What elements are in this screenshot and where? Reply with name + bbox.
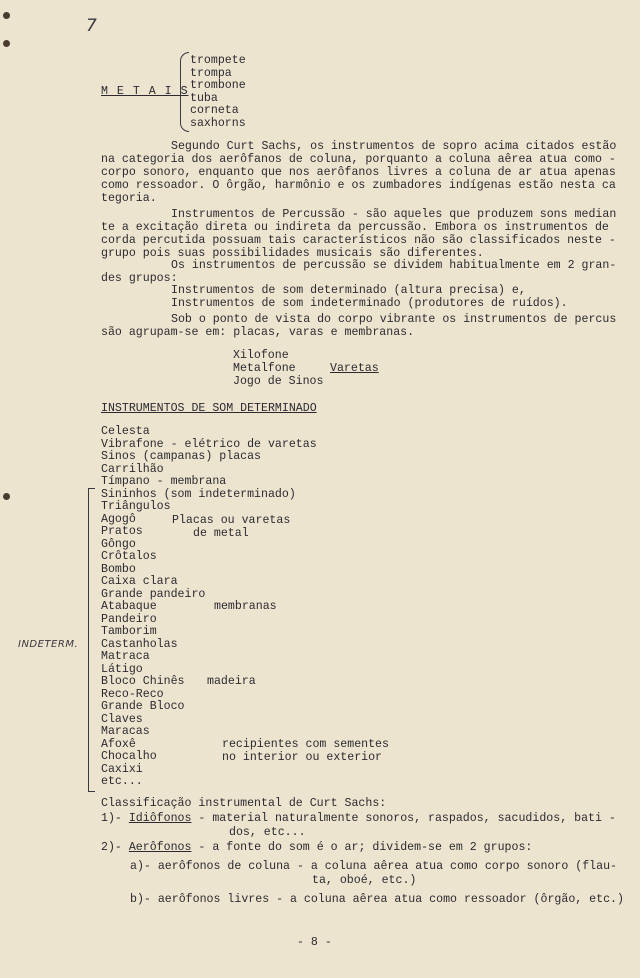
varetas-item: Jogo de Sinos	[233, 375, 324, 388]
paragraph-line: Instrumentos de som determinado (altura precisa) e,	[171, 284, 526, 297]
class-item-1-num: 1)-	[101, 812, 122, 825]
class-item-1-cont: dos, etc...	[229, 826, 306, 839]
paragraph-line: Instrumentos de Percussão - são aqueles que produzem sons median	[171, 208, 617, 221]
class-item-1-text: - material naturalmente sonoros, raspados, sacudidos, bati -	[191, 812, 616, 825]
instrument-item: Sinos (campanas) placas	[101, 450, 262, 463]
paragraph-line: corda percutida possuam tais característicos não são classificados neste -	[101, 234, 616, 247]
metais-item: trompa	[190, 66, 232, 80]
handwritten-page-number: 7	[86, 16, 97, 36]
instrument-item: Afoxê	[101, 737, 136, 751]
metais-label: M E T A I S	[101, 85, 189, 98]
paragraph-line: des grupos:	[101, 272, 178, 285]
class-item-2b: b)- aerôfonos livres - a coluna aêrea atua como ressoador (ôrgão, etc.)	[130, 893, 624, 906]
paragraph-line: Os instrumentos de percussão se dividem habitualmente em 2 gran-	[171, 259, 617, 272]
instrument-item: Grande Bloco	[101, 700, 185, 713]
margin-note-indeterm: INDETERM.	[18, 639, 79, 650]
note-membranas: membranas	[214, 600, 277, 613]
class-item-2a: a)- aerôfonos de coluna - a coluna aêrea atua como corpo sonoro (flau-	[130, 860, 618, 873]
paragraph-line: te a excitação direta ou indireta da percussão. Embora os instrumentos de	[101, 221, 609, 234]
instrument-item: Pratos	[101, 525, 143, 538]
instrument-item: Chocalho	[101, 750, 157, 763]
metais-item: corneta	[190, 104, 239, 118]
instrument-item: Sininhos (som indeterminado)	[101, 487, 296, 501]
instrument-item: Crôtalos	[101, 550, 157, 563]
instrument-item: Maracas	[101, 725, 150, 738]
instrument-item: etc...	[101, 775, 143, 788]
instrument-item: Bloco Chinês	[101, 675, 185, 688]
paragraph-line: Sob o ponto de vista do corpo vibrante os instrumentos de percus	[171, 313, 617, 326]
note-recipientes: recipientes com sementes	[222, 738, 389, 751]
note-interior: no interior ou exterior	[222, 751, 383, 764]
varetas-item: Xilofone	[233, 349, 289, 362]
metais-item: saxhorns	[190, 117, 246, 130]
varetas-label: Varetas	[330, 362, 379, 375]
class-item-2-text: - a fonte do som é o ar; dividem-se em 2 grupos:	[191, 841, 533, 854]
instrument-item: Caxixi	[101, 762, 143, 776]
instrument-item: Matraca	[101, 650, 150, 663]
binder-hole	[3, 40, 10, 47]
section-title: INSTRUMENTOS DE SOM DETERMINADO	[101, 402, 317, 415]
paragraph-line: são agrupam-se em: placas, varas e membranas.	[101, 326, 415, 339]
paragraph-line: Instrumentos de som indeterminado (produtores de ruídos).	[171, 297, 568, 310]
note-placas-ou-varetas: Placas ou varetas	[172, 514, 291, 527]
paragraph-line: corpo sonoro, enquanto que nos aerôfanos livres a coluna de ar atua apenas	[101, 166, 616, 179]
instrument-item: Carrilhão	[101, 462, 164, 476]
metais-item: trompete	[190, 54, 246, 67]
class-item-2-term: Aerôfonos	[128, 841, 192, 854]
binder-hole	[3, 493, 10, 500]
note-de-metal: de metal	[193, 527, 249, 540]
metais-item: trombone	[190, 79, 246, 93]
class-item-2a-cont: ta, oboé, etc.)	[312, 874, 417, 887]
instrument-item: Tímpano - membrana	[101, 475, 227, 488]
instrument-item: Bombo	[101, 562, 136, 576]
paragraph-line: como ressoador. O ôrgão, harmônio e os zumbadores indígenas estão nesta ca	[101, 179, 616, 192]
page-footer: - 8 -	[297, 936, 332, 949]
instrument-item: Caixa clara	[101, 575, 178, 588]
instrument-item: Grande pandeiro	[101, 587, 206, 601]
paragraph-line: grupo pois suas possibilidades musicais são diferentes.	[101, 247, 484, 260]
instrument-item: Castanholas	[101, 637, 178, 651]
instrument-item: Agogô	[101, 512, 136, 526]
instrument-item: Gôngo	[101, 537, 136, 551]
paragraph-line: na categoria dos aerôfanos de coluna, porquanto a coluna aêrea atua como -	[101, 153, 616, 166]
classification-heading: Classificação instrumental de Curt Sachs:	[101, 797, 387, 810]
instrument-item: Reco-Reco	[101, 687, 164, 701]
metais-brace	[180, 52, 189, 132]
instrument-item: Celesta	[101, 425, 150, 438]
varetas-item: Metalfone	[233, 362, 296, 375]
paragraph-line: Segundo Curt Sachs, os instrumentos de sopro acima citados estão	[171, 140, 617, 153]
note-madeira: madeira	[207, 675, 256, 688]
instrument-item: Látigo	[101, 662, 143, 676]
instrument-item: Atabaque	[101, 600, 157, 613]
binder-hole	[3, 12, 10, 19]
metais-item: tuba	[190, 91, 218, 105]
instrument-item: Claves	[101, 712, 143, 726]
class-item-1-term: Idiôfonos	[128, 812, 192, 825]
instrument-item: Vibrafone - elétrico de varetas	[101, 437, 317, 451]
class-item-2-num: 2)-	[101, 841, 122, 854]
paragraph-line: tegoria.	[101, 192, 157, 205]
instrument-item: Tamborim	[101, 625, 157, 638]
class-item-1	[101, 812, 616, 825]
instrument-item: Triângulos	[101, 500, 171, 513]
instrument-item: Pandeiro	[101, 612, 157, 626]
class-item-2	[101, 841, 532, 854]
indeterm-bracket	[88, 488, 95, 792]
